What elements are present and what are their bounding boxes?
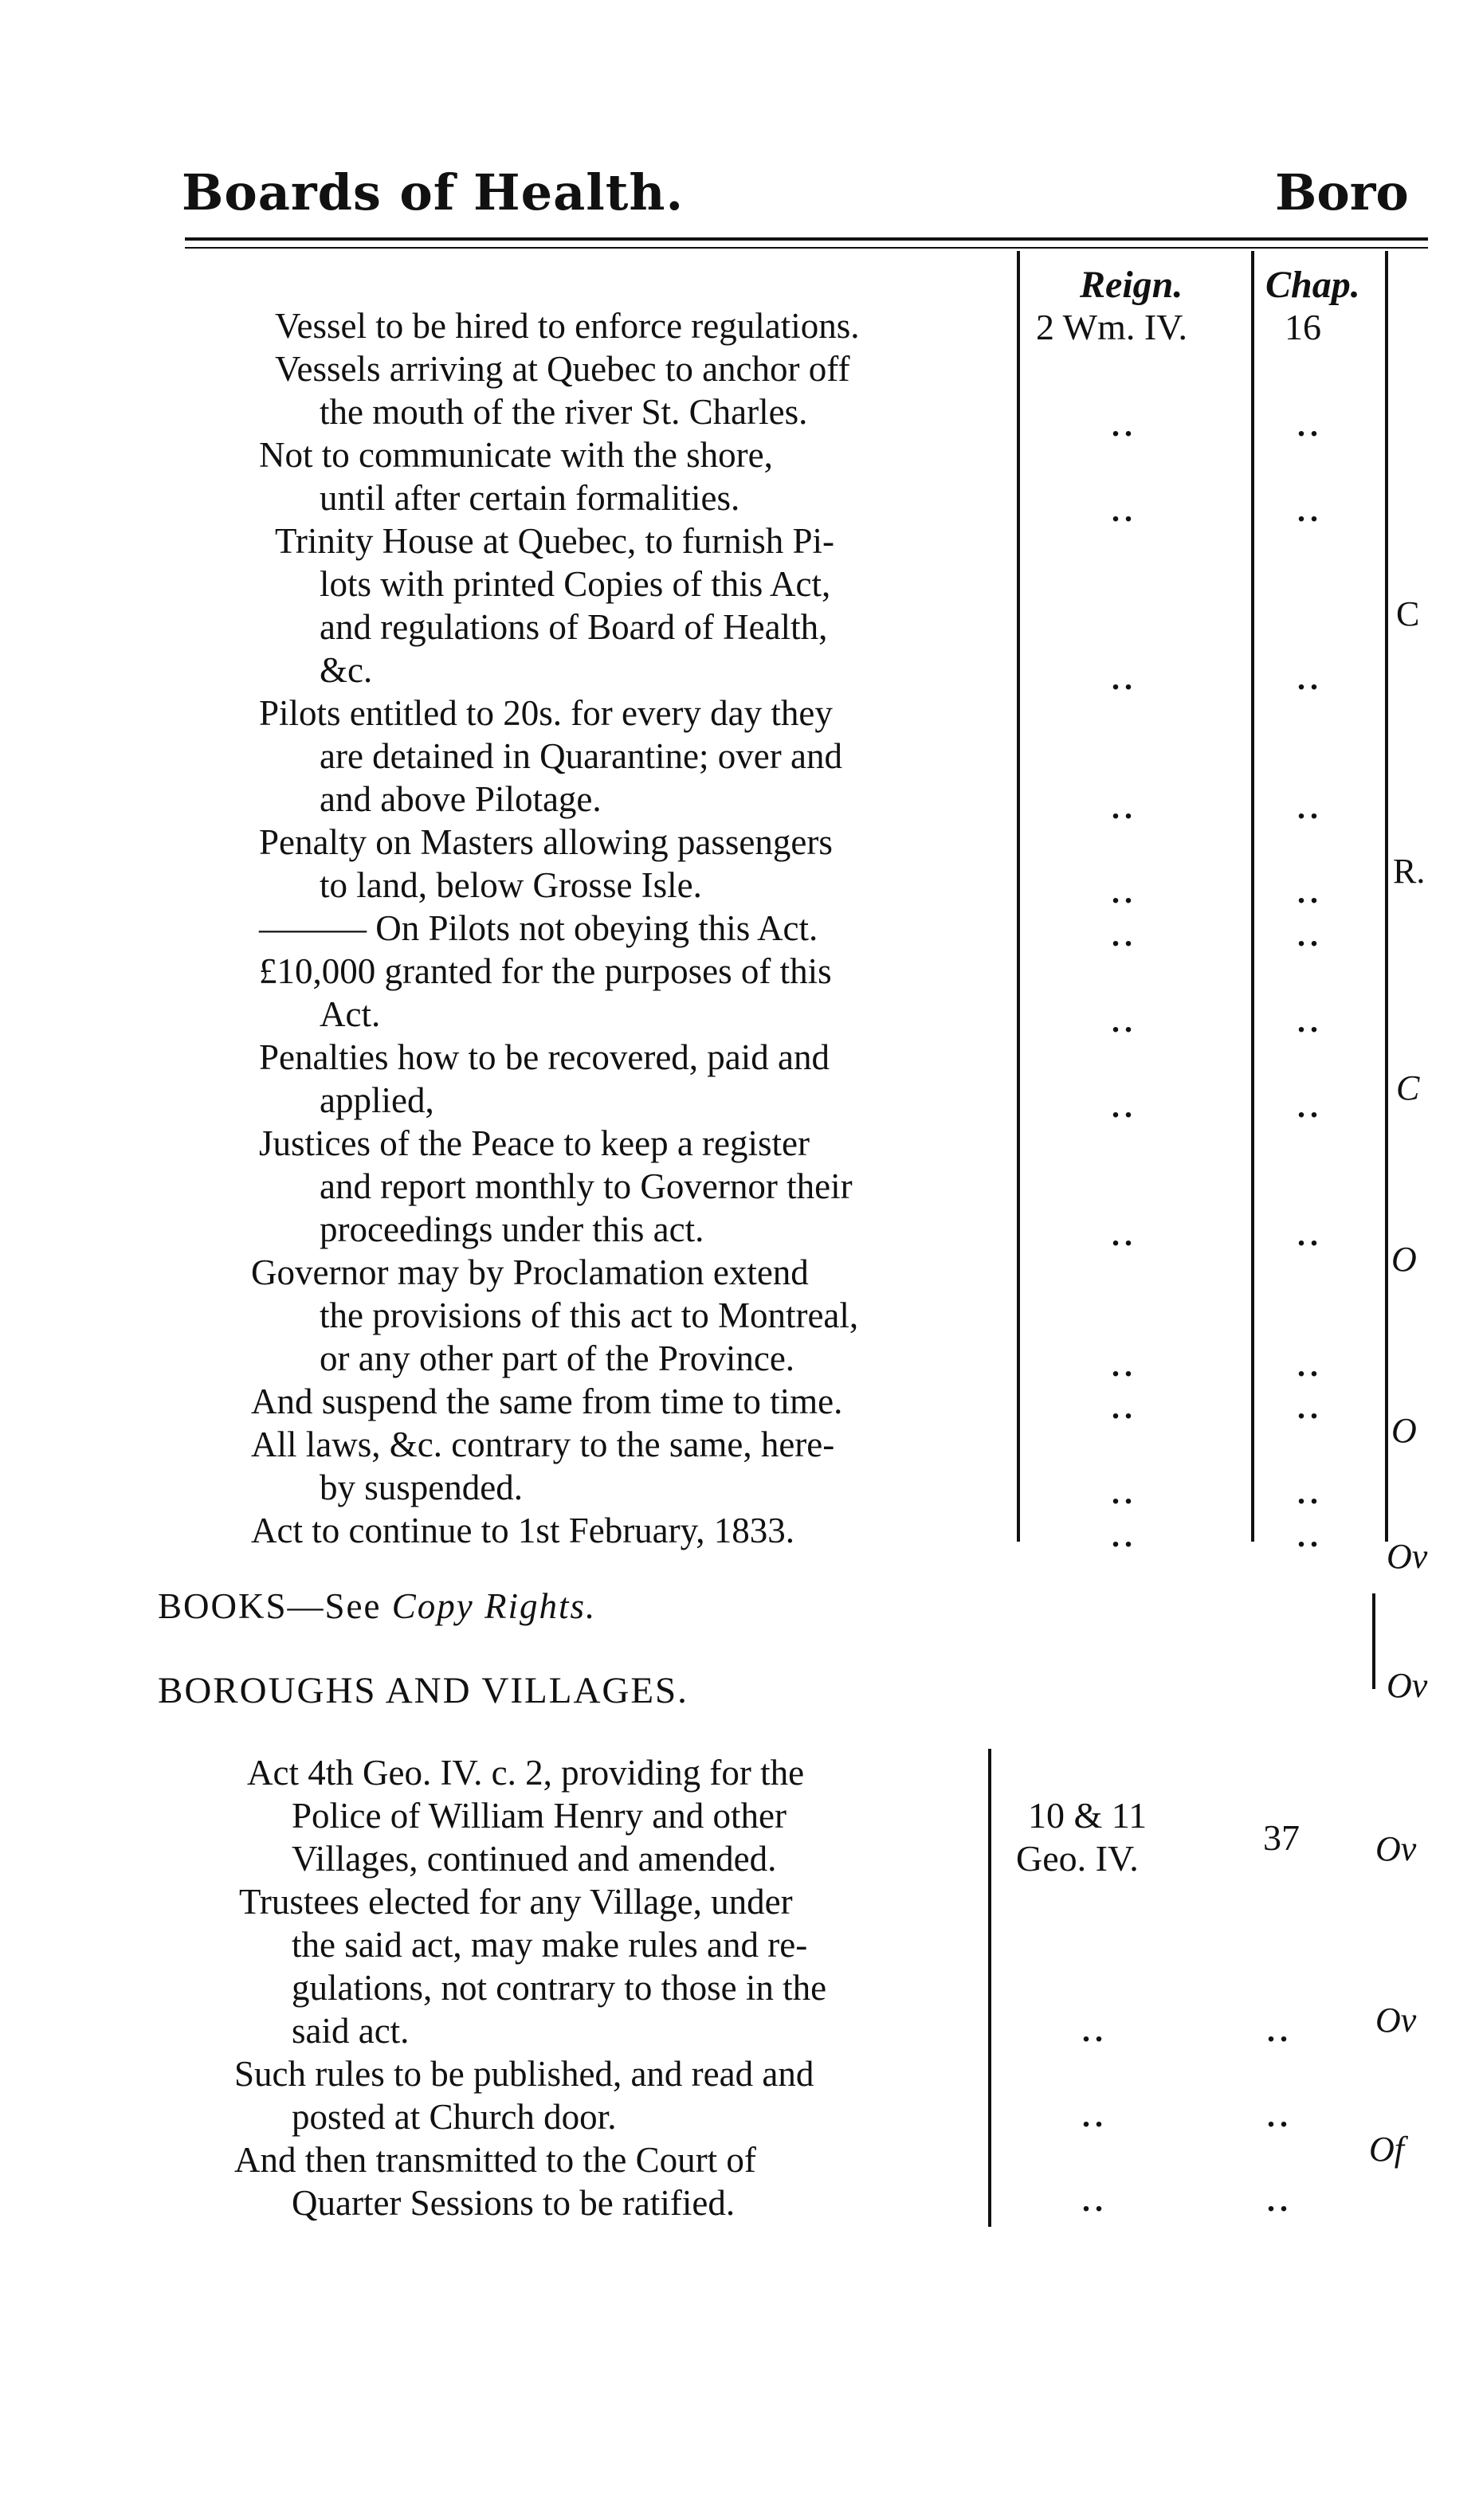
entry-line: Trinity House at Quebec, to furnish Pi- xyxy=(275,521,835,561)
ditto-dots: .. xyxy=(1112,1518,1137,1554)
ditto-dots: .. xyxy=(1112,492,1137,528)
header-rule-thick xyxy=(185,237,1428,241)
entry-line: and regulations of Board of Health, xyxy=(320,607,828,647)
ditto-dots: .. xyxy=(1112,1347,1137,1383)
ditto-dots: .. xyxy=(1112,1217,1137,1252)
column-divider-text xyxy=(1017,251,1020,1542)
entry-line: Vessels arriving at Quebec to anchor off xyxy=(275,349,850,389)
entry-line: by suspended. xyxy=(320,1468,523,1507)
margin-mark: O xyxy=(1391,1411,1417,1450)
chap-value: 16 xyxy=(1285,307,1321,347)
entry-line: Justices of the Peace to keep a register xyxy=(259,1123,810,1163)
margin-mark: R. xyxy=(1393,852,1426,891)
entry-line: Penalties how to be recovered, paid and xyxy=(259,1037,830,1077)
section-heading: BOROUGHS AND VILLAGES. xyxy=(158,1670,688,1711)
margin-mark: O xyxy=(1391,1240,1417,1279)
entry-line: and report monthly to Governor their xyxy=(320,1166,853,1206)
ditto-dots: .. xyxy=(1082,2012,1108,2048)
entry-line: Not to communicate with the shore, xyxy=(259,435,773,475)
entry-line: Vessel to be hired to enforce regulations. xyxy=(275,306,860,346)
entry-line: Police of William Henry and other xyxy=(292,1796,787,1836)
ditto-dots: .. xyxy=(1112,1389,1137,1425)
ditto-dots: .. xyxy=(1112,790,1137,825)
running-head-right: Boro xyxy=(1275,163,1409,221)
ditto-dots: .. xyxy=(1082,2098,1108,2134)
ditto-dots: .. xyxy=(1112,407,1137,443)
margin-mark: C xyxy=(1396,594,1420,633)
ditto-dots: .. xyxy=(1297,1389,1323,1425)
margin-mark: C xyxy=(1396,1068,1420,1107)
ditto-dots: .. xyxy=(1297,790,1323,825)
entry-line: or any other part of the Province. xyxy=(320,1338,795,1378)
running-head-left: Boards of Health. xyxy=(182,163,685,221)
ditto-dots: .. xyxy=(1297,1003,1323,1039)
entry-line: lots with printed Copies of this Act, xyxy=(320,564,831,604)
ditto-dots: .. xyxy=(1112,660,1137,696)
entry-line: the mouth of the river St. Charles. xyxy=(320,392,808,432)
ditto-dots: .. xyxy=(1297,407,1323,443)
reign-value: 2 Wm. IV. xyxy=(1036,307,1187,347)
margin-mark: Ov xyxy=(1387,1666,1428,1705)
entries-lower-block xyxy=(234,1751,827,2224)
entry-line: Act to continue to 1st February, 1833. xyxy=(251,1511,794,1550)
margin-mark: Of xyxy=(1369,2130,1404,2169)
entry-line: All laws, &c. contrary to the same, here- xyxy=(251,1425,835,1464)
entry-line: Such rules to be published, and read and xyxy=(234,2054,814,2094)
entry-line: Villages, continued and amended. xyxy=(292,1839,777,1879)
entry-line: Quarter Sessions to be ratified. xyxy=(292,2183,736,2223)
chap-column-header: Chap. xyxy=(1265,264,1360,306)
column-divider-reign xyxy=(1251,251,1254,1542)
header-rule-thin xyxy=(185,247,1428,249)
ditto-dots: .. xyxy=(1297,660,1323,696)
entry-line: applied, xyxy=(320,1080,434,1120)
entry-line: ——— On Pilots not obeying this Act. xyxy=(259,908,818,948)
margin-mark: Ov xyxy=(1387,1537,1428,1576)
ditto-dots: .. xyxy=(1082,2182,1108,2218)
entry-line: Act. xyxy=(320,994,381,1034)
books-reference: Copy Rights. xyxy=(391,1586,597,1626)
entry-line: until after certain formalities. xyxy=(320,478,740,518)
reign-column-header: Reign. xyxy=(1080,264,1183,306)
column-divider-chap-lower xyxy=(1372,1593,1375,1689)
entry-line: £10,000 granted for the purposes of this xyxy=(259,951,832,991)
ditto-dots: .. xyxy=(1297,1217,1323,1252)
reign-value: 10 & 11 xyxy=(1028,1795,1148,1836)
margin-mark: Ov xyxy=(1375,1829,1417,1868)
entry-line: &c. xyxy=(320,650,373,690)
ditto-dots: .. xyxy=(1297,874,1323,910)
entry-line: posted at Church door. xyxy=(292,2097,617,2137)
ditto-dots: .. xyxy=(1112,917,1137,953)
entry-line: said act. xyxy=(292,2011,410,2051)
ditto-dots: .. xyxy=(1267,2182,1293,2218)
chap-value: 37 xyxy=(1263,1817,1300,1858)
ditto-dots: .. xyxy=(1112,1088,1137,1124)
column-divider-text-lower xyxy=(988,1749,991,2227)
entry-line: gulations, not contrary to those in the xyxy=(292,1968,827,2008)
entry-line: Governor may by Proclamation extend xyxy=(251,1252,809,1292)
ditto-dots: .. xyxy=(1297,492,1323,528)
entry-line: Trustees elected for any Village, under xyxy=(239,1882,793,1922)
ditto-dots: .. xyxy=(1297,1518,1323,1554)
ditto-dots: .. xyxy=(1267,2012,1293,2048)
entry-line: And then transmitted to the Court of xyxy=(234,2140,756,2180)
entry-line: and above Pilotage. xyxy=(320,779,602,819)
books-cross-reference xyxy=(158,1585,596,1627)
entry-line: Act 4th Geo. IV. c. 2, providing for the xyxy=(247,1753,805,1793)
ditto-dots: .. xyxy=(1267,2098,1293,2134)
ditto-dots: .. xyxy=(1112,874,1137,910)
ditto-dots: .. xyxy=(1297,1088,1323,1124)
entry-line: to land, below Grosse Isle. xyxy=(320,865,702,905)
entry-line: Pilots entitled to 20s. for every day they xyxy=(259,693,833,733)
entry-line: the said act, may make rules and re- xyxy=(292,1925,808,1965)
entry-line: are detained in Quarantine; over and xyxy=(320,736,842,776)
ditto-dots: .. xyxy=(1112,1475,1137,1511)
ditto-dots: .. xyxy=(1297,1347,1323,1383)
entries-upper-block xyxy=(251,304,860,1552)
entry-line: proceedings under this act. xyxy=(320,1209,704,1249)
entry-line: And suspend the same from time to time. xyxy=(251,1381,843,1421)
entry-line: the provisions of this act to Montreal, xyxy=(320,1295,859,1335)
column-divider-chap xyxy=(1385,251,1388,1542)
entry-line: Penalty on Masters allowing passengers xyxy=(259,822,833,862)
books-prefix: BOOKS—See xyxy=(158,1586,392,1626)
ditto-dots: .. xyxy=(1297,917,1323,953)
margin-mark: Ov xyxy=(1375,2001,1417,2040)
reign-value: Geo. IV. xyxy=(1016,1838,1139,1879)
ditto-dots: .. xyxy=(1112,1003,1137,1039)
ditto-dots: .. xyxy=(1297,1475,1323,1511)
